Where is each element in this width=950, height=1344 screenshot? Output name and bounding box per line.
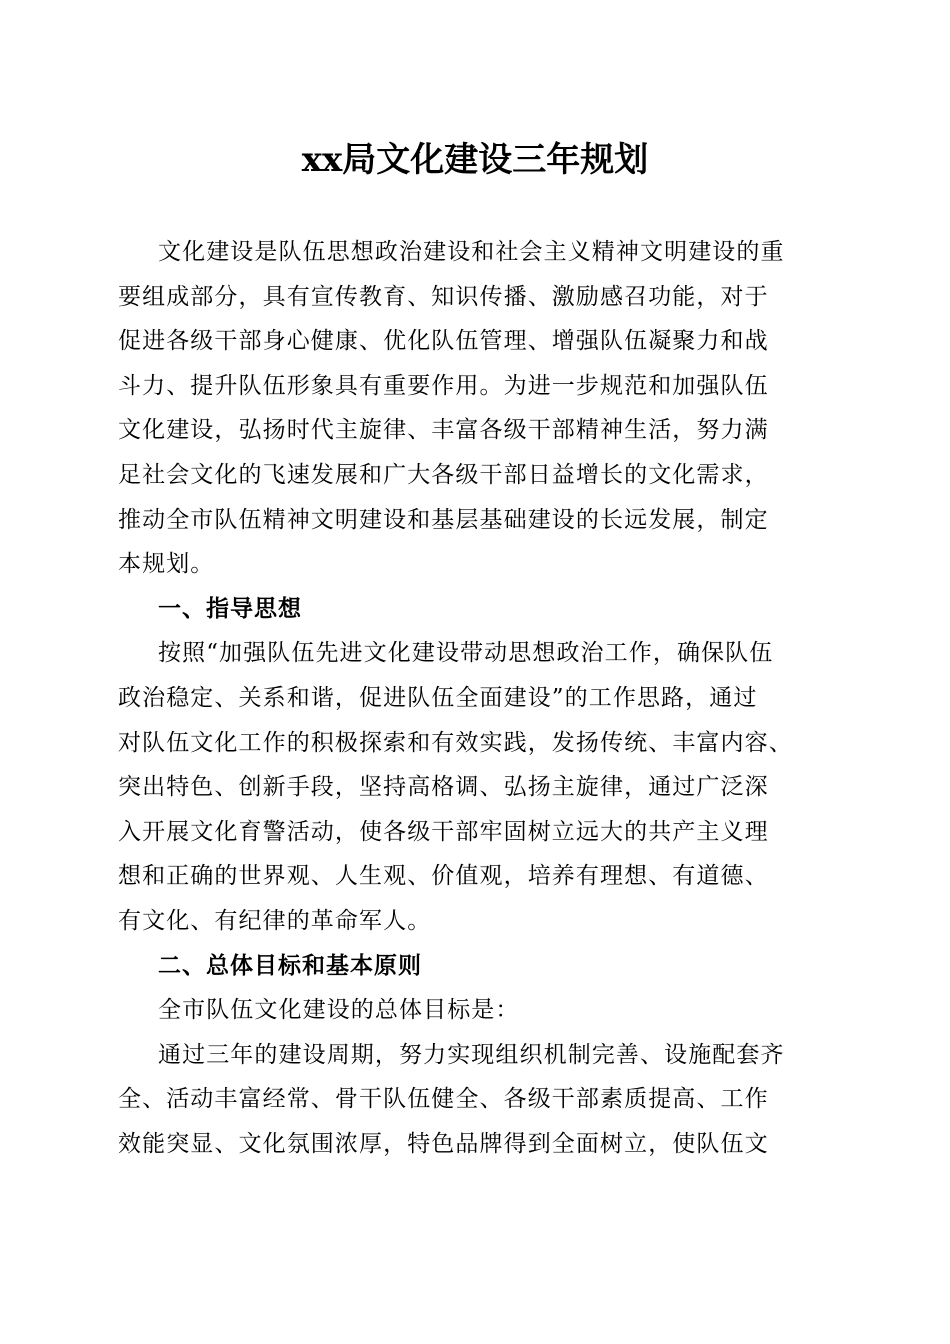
document-title: xx局文化建设三年规划 xyxy=(301,140,649,180)
document-body xyxy=(118,230,830,1166)
section-heading-overall-goals: 二、总体目标和基本原则 xyxy=(158,952,422,979)
section2-line: 全、活动丰富经常、骨干队伍健全、各级干部素质提高、工作 xyxy=(118,1086,769,1113)
intro-line: 本规划。 xyxy=(118,551,215,578)
section2-line: 通过三年的建设周期，努力实现组织机制完善、设施配套齐 xyxy=(158,1041,785,1068)
intro-line: 足社会文化的飞速发展和广大各级干部日益增长的文化需求， xyxy=(118,461,769,488)
section1-line: 想和正确的世界观、人生观、价值观，培养有理想、有道德、 xyxy=(118,863,769,890)
intro-line: 文化建设是队伍思想政治建设和社会主义精神文明建设的重 xyxy=(158,239,785,265)
intro-line: 文化建设，弘扬时代主旋律、丰富各级干部精神生活，努力满 xyxy=(118,417,769,444)
section1-line: 政治稳定、关系和谐，促进队伍全面建设”的工作思路，通过 xyxy=(118,684,758,711)
intro-line: 推动全市队伍精神文明建设和基层基础建设的长远发展，制定 xyxy=(118,506,769,533)
section2-line: 效能突显、文化氛围浓厚，特色品牌得到全面树立，使队伍文 xyxy=(118,1130,769,1157)
intro-line: 要组成部分，具有宣传教育、知识传播、激励感召功能，对于 xyxy=(118,283,769,310)
intro-line: 斗力、提升队伍形象具有重要作用。为进一步规范和加强队伍 xyxy=(118,372,769,399)
section2-paragraph: 全市队伍文化建设的总体目标是： xyxy=(158,997,520,1024)
section1-line: 有文化、有纪律的革命军人。 xyxy=(118,907,432,934)
section1-line: 按照“加强队伍先进文化建设带动思想政治工作，确保队伍 xyxy=(158,640,774,667)
intro-line: 促进各级干部身心健康、优化队伍管理、增强队伍凝聚力和战 xyxy=(118,328,769,355)
section1-line: 突出特色、创新手段，坚持高格调、弘扬主旋律，通过广泛深 xyxy=(118,774,769,801)
section1-line: 对队伍文化工作的积极探索和有效实践，发扬传统、丰富内容、 xyxy=(118,729,793,756)
section-heading-guiding-ideology: 一、指导思想 xyxy=(158,595,302,622)
section1-line: 入开展文化育警活动，使各级干部牢固树立远大的共产主义理 xyxy=(118,818,769,845)
